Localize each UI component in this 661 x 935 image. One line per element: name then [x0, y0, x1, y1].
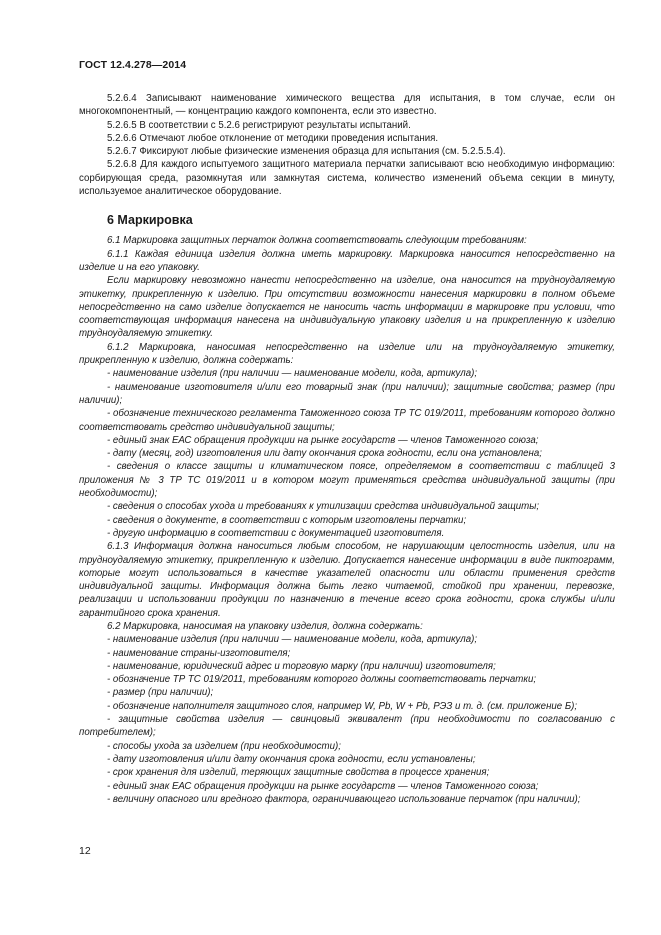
- paragraph-6-1-1-note: Если маркировку невозможно нанести непосредственно на изделие, она наносится на трудноудаляемую этикетку, прикрепленную к изделию. При отсутствии возможности нанесения маркировки в полном объеме непосредственно на само изделие допускается не наносить часть информации в маркировке при условии, что соответствующая информация нанесена на индивидуальную упаковку изделия и на прикрепленную к изделию трудноудаляемую этикетку.: [79, 275, 615, 340]
- list-item: - наименование страны-изготовителя;: [107, 647, 291, 659]
- list-item: - другую информацию в соответствии с документацией изготовителя.: [107, 527, 445, 539]
- list-item: - величину опасного или вредного фактора, ограничивающего использование перчаток (при наличии);: [107, 793, 581, 805]
- paragraph-5-2-6-4: 5.2.6.4 Записывают наименование химического вещества для испытания, в том случае, если он многокомпонентный, — концентрацию каждого компонента, если это известно.: [79, 93, 615, 118]
- paragraph-5-2-6-7: 5.2.6.7 Фиксируют любые физические изменения образца для испытания (см. 5.2.5.5.4).: [107, 146, 506, 158]
- list-item: - дату изготовления и/или дату окончания срока годности, если установлены;: [107, 753, 476, 765]
- paragraph-5-2-6-5: 5.2.6.5 В соответствии с 5.2.6 регистрируют результаты испытаний.: [107, 119, 411, 131]
- section-6-heading: 6 Маркировка: [107, 213, 193, 228]
- paragraph-6-1-3: 6.1.3 Информация должна наноситься любым способом, не нарушающим целостность изделия, или на трудноудаляемую этикетку, прикрепленную к изделию. Допускается нанесение информации в виде пиктограмм, которые могут использоваться в качестве указателей опасности или области применения средств индивидуальной защиты. Информация должна быть легко читаемой, стойкой при хранении, перевозке, реализации и использовании продукции по назначению в течение всего срока годности, срока службы и/или гарантийного срока хранения.: [79, 541, 615, 619]
- list-item: - обозначение технического регламента Таможенного союза ТР ТС 019/2011, требованиям которого должно соответствовать средство индивидуальной защиты;: [79, 408, 615, 433]
- list-item: - размер (при наличии);: [107, 687, 214, 699]
- list-item: - единый знак ЕАС обращения продукции на рынке государств — членов Таможенного союза;: [107, 780, 539, 792]
- list-item: - наименование изготовителя и/или его товарный знак (при наличии); защитные свойства; размер (при наличии);: [79, 381, 615, 406]
- list-item: - сведения о классе защиты и климатическом поясе, определяемом в соответствии с таблицей 3 приложения № 3 ТР ТС 019/2011 и в котором могут применяться средства индивидуальной защиты (при необходимости);: [79, 461, 615, 500]
- page-content: [79, 92, 615, 806]
- paragraph-5-2-6-8: 5.2.6.8 Для каждого испытуемого защитного материала перчатки записывают всю необходимую информацию: сорбирующая среда, разомкнутая или замкнутая система, количество изменений объема секции в минуту, используемое аналитическое оборудование.: [79, 159, 615, 198]
- section-5-2-6-block: [79, 92, 615, 198]
- list-item: - сведения о способах ухода и требованиях к утилизации средства индивидуальной защиты;: [107, 501, 540, 513]
- paragraph-6-1-2: 6.1.2 Маркировка, наносимая непосредственно на изделие или на трудноудаляемую этикетку, прикрепленную к изделию, должна содержать:: [79, 341, 615, 367]
- paragraph-6-1: 6.1 Маркировка защитных перчаток должна соответствовать следующим требованиям:: [107, 235, 527, 247]
- list-item: - наименование изделия (при наличии — наименование модели, кода, артикула);: [107, 368, 478, 380]
- section-6-body: [79, 234, 615, 806]
- paragraph-6-1-1: 6.1.1 Каждая единица изделия должна иметь маркировку. Маркировка наносится непосредственно на изделие и на его упаковку.: [79, 248, 615, 273]
- page-number: 12: [79, 845, 91, 857]
- list-item: - дату (месяц, год) изготовления или дату окончания срока годности, если она установлена;: [107, 448, 542, 460]
- list-item: - обозначение ТР ТС 019/2011, требованиям которого должны соответствовать перчатки;: [107, 674, 537, 686]
- list-item: - сведения о документе, в соответствии с которым изготовлены перчатки;: [107, 514, 467, 526]
- standard-code: ГОСТ 12.4.278—2014: [79, 59, 187, 71]
- paragraph-6-2: 6.2 Маркировка, наносимая на упаковку изделия, должна содержать:: [107, 620, 423, 632]
- list-item: - способы ухода за изделием (при необходимости);: [107, 740, 341, 752]
- list-item: - единый знак ЕАС обращения продукции на рынке государств — членов Таможенного союза;: [107, 434, 539, 446]
- list-item: - срок хранения для изделий, теряющих защитные свойства в процессе хранения;: [107, 767, 490, 779]
- list-item: - наименование, юридический адрес и торговую марку (при наличии) изготовителя;: [107, 660, 496, 672]
- paragraph-5-2-6-6: 5.2.6.6 Отмечают любое отклонение от методики проведения испытания.: [107, 132, 439, 144]
- list-item: - наименование изделия (при наличии — наименование модели, кода, артикула);: [107, 634, 478, 646]
- list-item: - обозначение наполнителя защитного слоя, например W, Pb, W + Pb, РЭЗ и т. д. (см. приложение Б);: [107, 700, 578, 712]
- list-item: - защитные свойства изделия — свинцовый эквивалент (при необходимости по согласованию с потребителем);: [79, 714, 615, 739]
